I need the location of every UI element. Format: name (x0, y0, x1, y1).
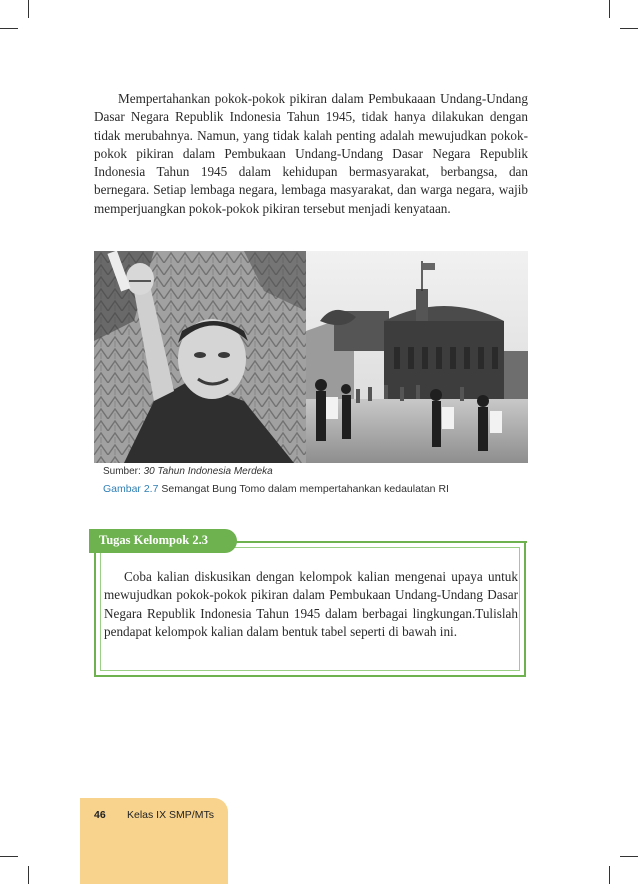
crop-mark (28, 866, 29, 884)
class-label: Kelas IX SMP/MTs (127, 809, 214, 821)
crop-mark (28, 0, 29, 18)
historical-photo (94, 251, 528, 463)
crop-mark (620, 856, 638, 857)
task-box-text: Coba kalian diskusikan dengan kelompok kalian mengenai upaya untuk mewujudkan pokok-pokok pikiran dalam Pembukaan Undang-Undang Dasar Negara Republik Indonesia Tahun 1945 dalam berbagai lingkungan.Tulislah pendapat kelompok kalian dalam bentuk tabel seperti di bawah ini. (104, 569, 518, 639)
crop-mark (609, 866, 610, 884)
figure-source (103, 466, 273, 477)
crop-mark (0, 856, 18, 857)
figure-source-text: 30 Tahun Indonesia Merdeka (143, 466, 273, 477)
task-box-title: Tugas Kelompok 2.3 (99, 533, 208, 547)
figure-caption (103, 483, 449, 495)
crop-mark (609, 0, 610, 18)
figure-source-label: Sumber: (103, 466, 141, 477)
crop-mark (620, 28, 638, 29)
body-paragraph: Mempertahankan pokok-pokok pikiran dalam Pembukaaan Undang-Undang Dasar Negara Republik Indonesia Tahun 1945, tidak hanya dilakukan dengan tidak merubahnya. Namun, yang tidak kalah penting adalah mewujudkan pokok-pokok pikiran dalam Pembukaan Undang-Undang Dasar Negara Republik Indonesia Tahun 1945 dalam kehidupan bermasyarakat, berbangsa, dan bernegara. Setiap lembaga negara, lembaga masyarakat, dan warga negara, wajib memperjuangkan pokok-pokok pikiran tersebut menjadi kenyataan. (94, 91, 528, 216)
crop-mark (0, 28, 18, 29)
task-box-tab-line (237, 541, 527, 543)
figure-caption-text: Semangat Bung Tomo dalam mempertahankan kedaulatan RI (161, 483, 449, 495)
figure-number: Gambar 2.7 (103, 483, 159, 495)
photo-illustration (94, 251, 528, 463)
page-number: 46 (94, 809, 106, 821)
